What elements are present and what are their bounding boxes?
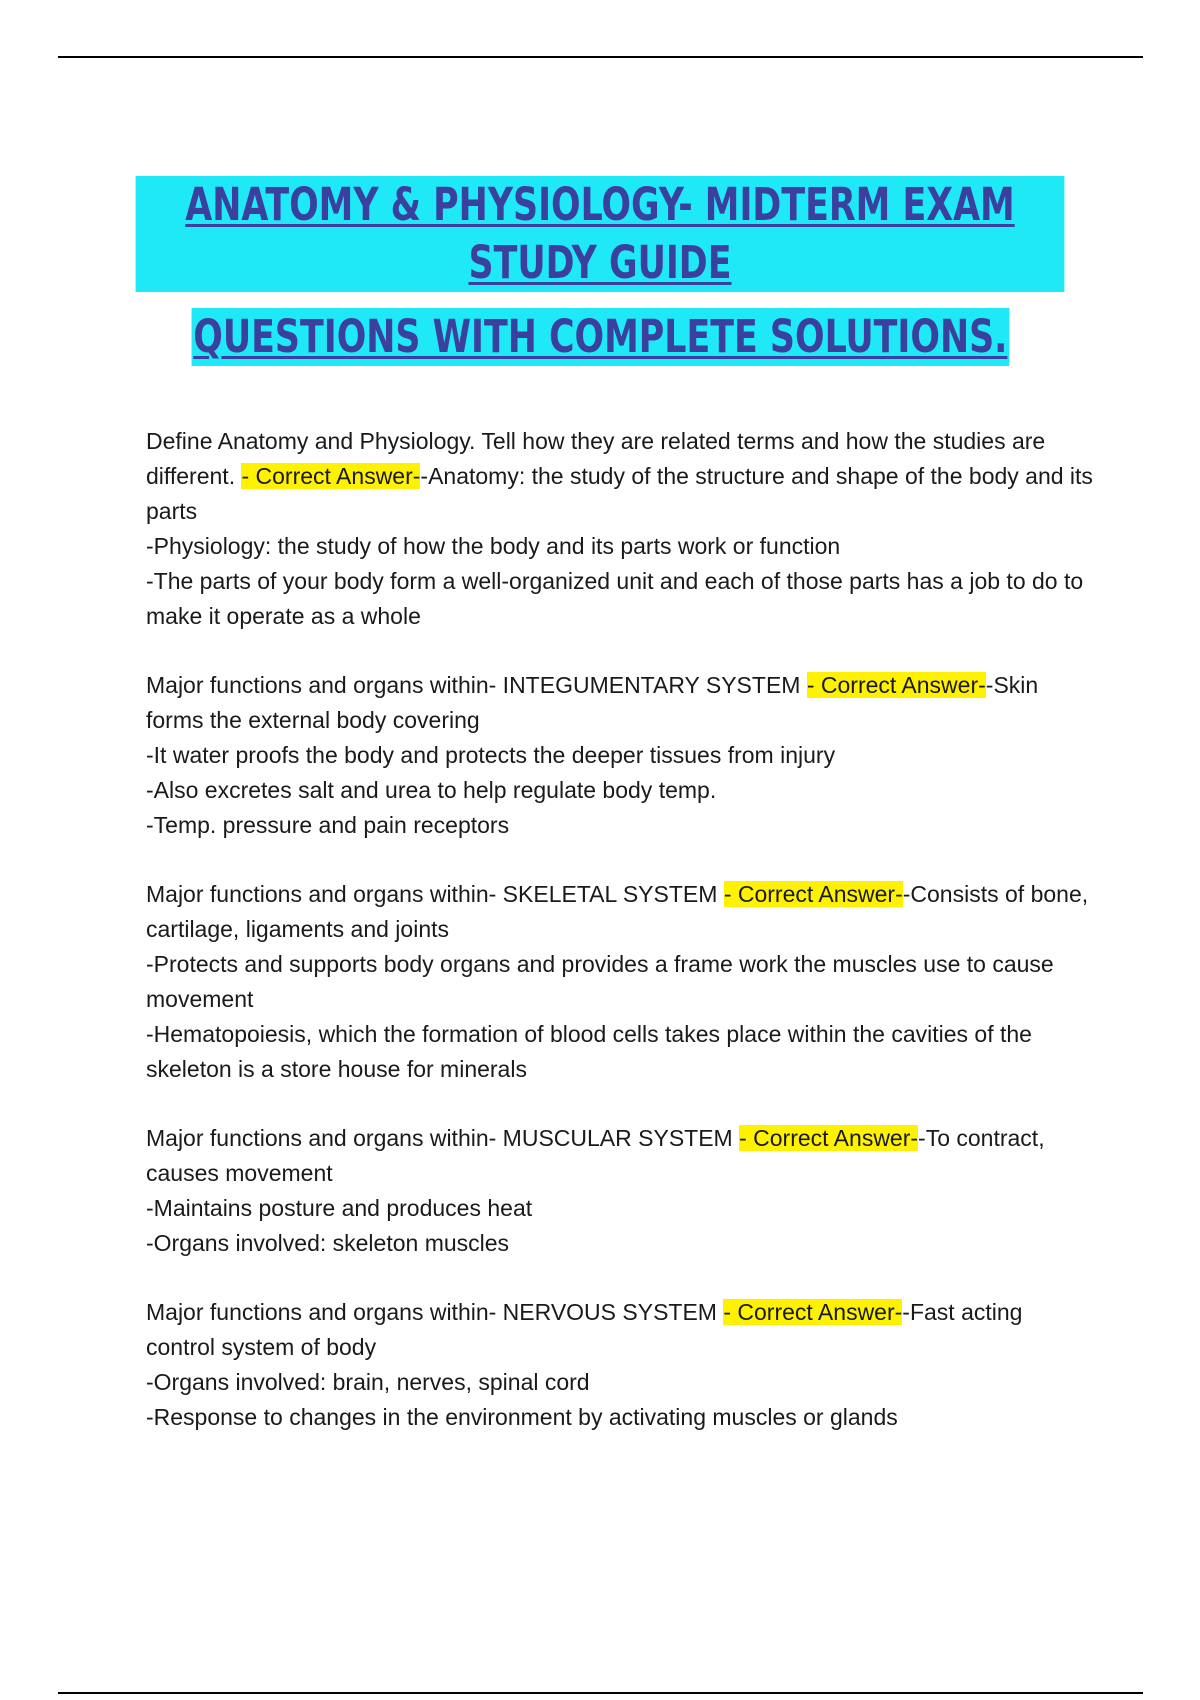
answer-line: -It water proofs the body and protects the deeper tissues from injury [146, 742, 836, 768]
answer-text: -Skin forms the external body covering [146, 672, 1039, 733]
answer-line: -Response to changes in the environment by activating muscles or glands [146, 1404, 898, 1430]
question-text: Major functions and organs within- NERVOUS SYSTEM [146, 1299, 717, 1325]
answer-text: -To contract, causes movement [146, 1125, 1045, 1186]
qa-item [146, 668, 1096, 843]
correct-answer-marker: - Correct Answer- [723, 1299, 903, 1325]
answer-line: -Also excretes salt and urea to help regulate body temp. [146, 777, 717, 803]
qa-first-line [146, 668, 1096, 738]
correct-answer-marker: - Correct Answer- [241, 463, 421, 489]
qa-first-line [146, 877, 1096, 947]
question-text: Major functions and organs within- INTEGUMENTARY SYSTEM [146, 672, 801, 698]
correct-answer-marker: - Correct Answer- [723, 881, 903, 907]
top-rule [58, 56, 1143, 58]
answer-text: -Fast acting control system of body [146, 1299, 1023, 1360]
qa-first-line [146, 1295, 1096, 1365]
document-title [60, 176, 1140, 382]
answer-text: -Anatomy: the study of the structure and shape of the body and its parts [146, 463, 1093, 524]
correct-answer-marker: - Correct Answer- [739, 1125, 919, 1151]
answer-line: -Organs involved: brain, nerves, spinal cord [146, 1369, 590, 1395]
answer-text: -Consists of bone, cartilage, ligaments and joints [146, 881, 1089, 942]
title-line-2: QUESTIONS WITH COMPLETE SOLUTIONS. [191, 308, 1009, 366]
title-line-1: ANATOMY & PHYSIOLOGY- MIDTERM EXAM STUDY GUIDE [136, 176, 1065, 292]
qa-item [146, 877, 1096, 1087]
answer-line: -The parts of your body form a well-organized unit and each of those parts has a job to do to make it operate as a whole [146, 568, 1084, 629]
answer-line: -Organs involved: skeleton muscles [146, 1230, 510, 1256]
qa-item [146, 424, 1096, 634]
qa-item [146, 1295, 1096, 1435]
qa-first-line [146, 424, 1096, 529]
answer-line: -Physiology: the study of how the body and its parts work or function [146, 533, 841, 559]
bottom-rule [58, 1692, 1143, 1694]
qa-first-line [146, 1121, 1096, 1191]
question-text: Major functions and organs within- SKELETAL SYSTEM [146, 881, 718, 907]
answer-line: -Maintains posture and produces heat [146, 1195, 533, 1221]
question-text: Define Anatomy and Physiology. Tell how they are related terms and how the studies are different. [146, 428, 1046, 489]
qa-item [146, 1121, 1096, 1261]
answer-line: -Temp. pressure and pain receptors [146, 812, 510, 838]
answer-line: -Hematopoiesis, which the formation of blood cells takes place within the cavities of the skeleton is a store house for minerals [146, 1021, 1032, 1082]
question-text: Major functions and organs within- MUSCULAR SYSTEM [146, 1125, 733, 1151]
answer-line: -Protects and supports body organs and provides a frame work the muscles use to cause movement [146, 951, 1054, 1012]
correct-answer-marker: - Correct Answer- [806, 672, 986, 698]
document-body [146, 424, 1096, 1469]
